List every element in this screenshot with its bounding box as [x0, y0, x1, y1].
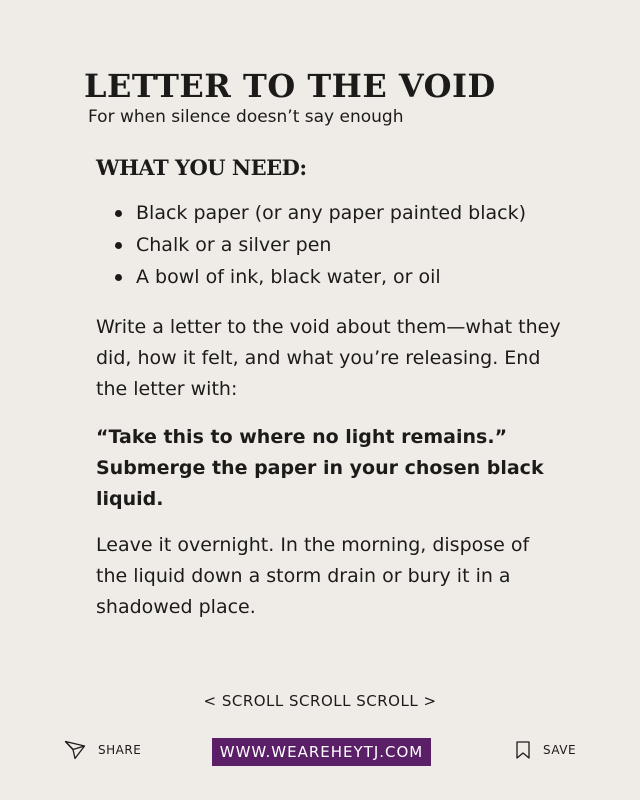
disposal-paragraph: Leave it overnight. In the morning, dispose of the liquid down a storm drain or bury it in a shadowed place.	[96, 534, 530, 618]
instruction-paragraph: Write a letter to the void about them—what they did, how it felt, and what you’re releasing. End the letter with:	[96, 316, 561, 400]
needs-list	[112, 197, 526, 293]
paper-plane-icon	[64, 740, 86, 760]
list-item: Black paper (or any paper painted black)	[112, 197, 526, 229]
share-button[interactable]	[64, 740, 141, 760]
bookmark-icon	[515, 740, 531, 760]
page-title: LETTER TO THE VOID	[84, 67, 496, 105]
needs-heading: WHAT YOU NEED:	[96, 155, 307, 180]
share-label: SHARE	[98, 743, 142, 757]
website-link[interactable]: WWW.WEAREHEYTJ.COM	[212, 738, 431, 766]
list-item: Chalk or a silver pen	[112, 229, 526, 261]
list-item: A bowl of ink, black water, or oil	[112, 261, 526, 293]
page-subtitle: For when silence doesn’t say enough	[88, 107, 404, 127]
save-button[interactable]	[515, 740, 576, 760]
scroll-hint: < SCROLL SCROLL SCROLL >	[203, 692, 437, 710]
save-label: SAVE	[543, 743, 577, 757]
incantation-paragraph: “Take this to where no light remains.” Submerge the paper in your chosen black liquid.	[96, 426, 544, 510]
